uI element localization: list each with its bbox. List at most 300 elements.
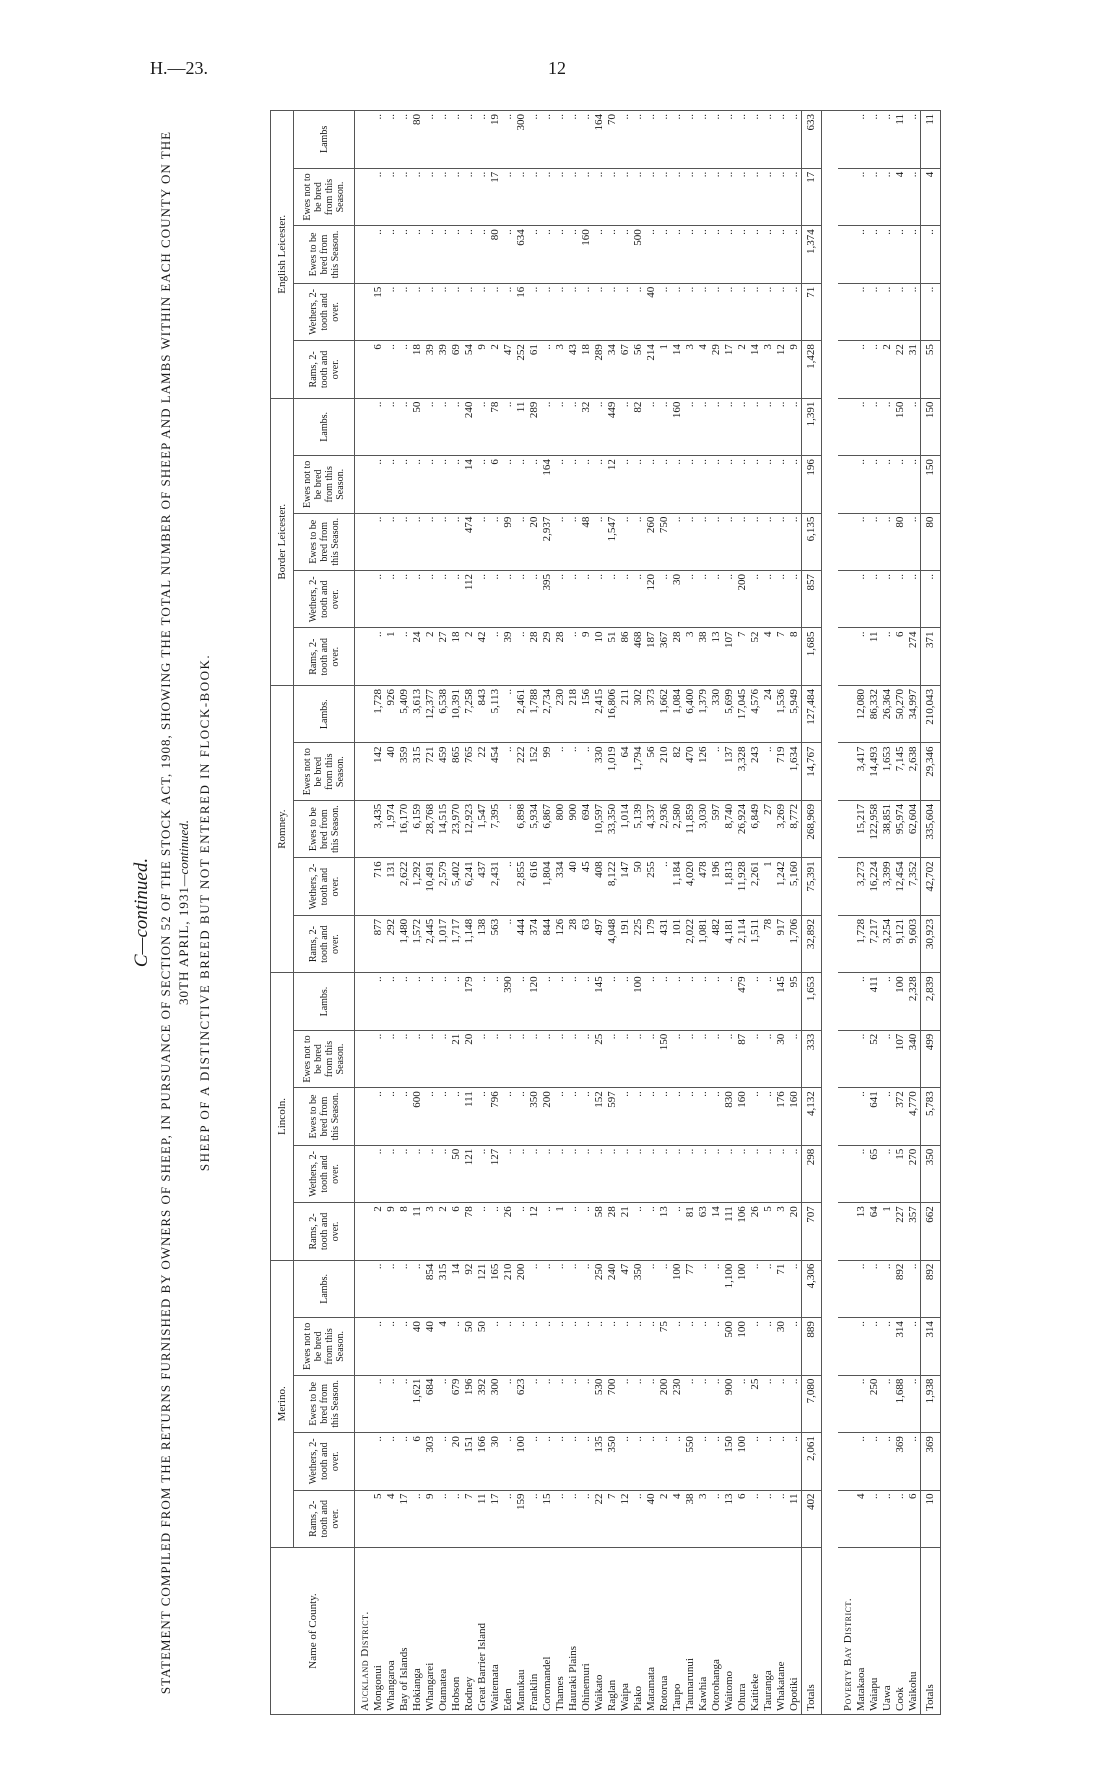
value-cell: .. — [788, 1318, 802, 1375]
value-cell: 2,638 — [907, 743, 921, 800]
value-cell: .. — [398, 283, 411, 340]
value-cell: .. — [554, 1490, 567, 1547]
county-row — [658, 111, 671, 1715]
value-cell: .. — [788, 398, 802, 455]
value-cell: .. — [658, 456, 671, 513]
value-cell: 13 — [710, 628, 723, 685]
value-cell: 29 — [541, 628, 554, 685]
value-cell: 1,621 — [411, 1375, 424, 1432]
value-cell: 122,958 — [868, 800, 881, 857]
value-cell: .. — [736, 1375, 749, 1432]
value-cell: .. — [762, 1088, 775, 1145]
value-cell: 1,572 — [411, 915, 424, 972]
value-cell: 80 — [894, 513, 907, 570]
value-cell: 373 — [645, 685, 658, 742]
value-cell: 17 — [398, 1490, 411, 1547]
value-cell: .. — [710, 1260, 723, 1317]
value-cell: 1,081 — [697, 915, 710, 972]
value-cell: 1,728 — [372, 685, 385, 742]
value-cell: .. — [907, 111, 921, 169]
value-cell: .. — [762, 1433, 775, 1490]
value-cell: 10 — [921, 1490, 941, 1547]
value-cell: 50 — [632, 858, 645, 915]
value-cell: .. — [567, 226, 580, 283]
spacer-cell — [822, 111, 839, 1715]
value-cell: 6 — [372, 341, 385, 398]
value-cell: .. — [411, 571, 424, 628]
value-cell: 243 — [749, 743, 762, 800]
value-cell: .. — [450, 226, 463, 283]
value-cell: 7 — [736, 628, 749, 685]
value-cell: .. — [437, 398, 450, 455]
value-cell: .. — [567, 1088, 580, 1145]
value-cell: 11 — [894, 111, 907, 169]
value-cell: 563 — [489, 915, 502, 972]
value-cell: 31 — [907, 341, 921, 398]
empty-cell — [838, 456, 855, 513]
value-cell: 17 — [489, 1490, 502, 1547]
value-cell: .. — [411, 1145, 424, 1202]
value-cell: 22 — [476, 743, 489, 800]
county-row — [424, 111, 437, 1715]
value-cell: .. — [723, 513, 736, 570]
value-cell: 42 — [476, 628, 489, 685]
value-cell: .. — [868, 1433, 881, 1490]
value-cell: 80 — [411, 111, 424, 169]
value-cell: 330 — [593, 743, 606, 800]
value-cell: .. — [710, 1375, 723, 1432]
empty-cell — [838, 915, 855, 972]
value-cell: 17 — [489, 168, 502, 225]
value-cell: 4 — [437, 1318, 450, 1375]
value-cell: 350 — [528, 1088, 541, 1145]
value-cell: 5 — [372, 1490, 385, 1547]
value-cell: .. — [515, 1088, 528, 1145]
value-cell: 357 — [907, 1203, 921, 1260]
value-cell: 225 — [632, 915, 645, 972]
value-cell: 7,258 — [463, 685, 476, 742]
value-cell: 1,813 — [723, 858, 736, 915]
value-cell: 51 — [606, 628, 619, 685]
value-cell: 2,431 — [489, 858, 502, 915]
value-cell: 289 — [528, 398, 541, 455]
value-cell: 82 — [632, 398, 645, 455]
value-cell: .. — [411, 456, 424, 513]
value-cell: .. — [775, 1490, 788, 1547]
value-cell: 1,242 — [775, 858, 788, 915]
subcolumn-header: Wethers, 2-tooth and over. — [294, 1145, 355, 1202]
value-cell: .. — [710, 456, 723, 513]
value-cell: .. — [907, 1433, 921, 1490]
value-cell: 106 — [736, 1203, 749, 1260]
value-cell: 9,603 — [907, 915, 921, 972]
value-cell: 2,022 — [684, 915, 697, 972]
value-cell: 95,974 — [894, 800, 907, 857]
value-cell: 9 — [424, 1490, 437, 1547]
value-cell: .. — [684, 398, 697, 455]
value-cell: 3,417 — [855, 743, 868, 800]
value-cell: 392 — [476, 1375, 489, 1432]
value-cell: 111 — [723, 1203, 736, 1260]
value-cell: .. — [424, 456, 437, 513]
value-cell: .. — [658, 973, 671, 1030]
value-cell: .. — [684, 111, 697, 169]
value-cell: .. — [515, 571, 528, 628]
value-cell: .. — [476, 226, 489, 283]
value-cell: 900 — [723, 1375, 736, 1432]
value-cell: .. — [881, 1145, 894, 1202]
value-cell: 395 — [541, 571, 554, 628]
value-cell: .. — [385, 226, 398, 283]
value-cell: 1,100 — [723, 1260, 736, 1317]
value-cell: .. — [868, 1318, 881, 1375]
value-cell: 6,867 — [541, 800, 554, 857]
value-cell: .. — [921, 226, 941, 283]
value-cell: .. — [697, 1375, 710, 1432]
value-cell: 4 — [762, 628, 775, 685]
value-cell: 3 — [684, 628, 697, 685]
value-cell: .. — [372, 1145, 385, 1202]
value-cell: .. — [437, 283, 450, 340]
subcolumn-header: Rams, 2-tooth and over. — [294, 1203, 355, 1260]
value-cell: .. — [632, 513, 645, 570]
value-cell: 7,217 — [868, 915, 881, 972]
value-cell: 55 — [921, 341, 941, 398]
value-cell: .. — [528, 283, 541, 340]
subcolumn-header: Wethers, 2-tooth and over. — [294, 1433, 355, 1490]
value-cell: 830 — [723, 1088, 736, 1145]
value-cell: 335,604 — [921, 800, 941, 857]
value-cell: 159 — [515, 1490, 528, 1547]
value-cell: .. — [684, 513, 697, 570]
value-cell: .. — [476, 1145, 489, 1202]
value-cell: 30 — [489, 1433, 502, 1490]
value-cell: 1,938 — [921, 1375, 941, 1432]
value-cell: 679 — [450, 1375, 463, 1432]
value-cell: 350 — [606, 1433, 619, 1490]
value-cell: 371 — [921, 628, 941, 685]
district-row — [355, 111, 373, 1715]
value-cell: .. — [528, 1433, 541, 1490]
value-cell: .. — [868, 513, 881, 570]
value-cell: .. — [645, 226, 658, 283]
value-cell: .. — [723, 973, 736, 1030]
value-cell: 10,597 — [593, 800, 606, 857]
value-cell: .. — [723, 226, 736, 283]
value-cell: .. — [710, 1433, 723, 1490]
value-cell: .. — [671, 1088, 684, 1145]
value-cell: .. — [645, 1030, 658, 1087]
value-cell: .. — [855, 571, 868, 628]
county-name: Mongonui — [372, 1548, 385, 1715]
value-cell: 145 — [775, 973, 788, 1030]
value-cell: .. — [907, 1375, 921, 1432]
value-cell: .. — [450, 513, 463, 570]
value-cell: 4,132 — [802, 1088, 822, 1145]
value-cell: 26,924 — [736, 800, 749, 857]
value-cell: 411 — [868, 973, 881, 1030]
value-cell: 64 — [868, 1203, 881, 1260]
value-cell: .. — [398, 1260, 411, 1317]
value-cell: .. — [881, 456, 894, 513]
value-cell: .. — [372, 513, 385, 570]
value-cell: 28 — [606, 1203, 619, 1260]
county-name: Ohura — [736, 1548, 749, 1715]
value-cell: 408 — [593, 858, 606, 915]
value-cell: .. — [619, 398, 632, 455]
value-cell: 32,892 — [802, 915, 822, 972]
county-row — [894, 111, 907, 1715]
value-cell: .. — [398, 1318, 411, 1375]
value-cell: 6,135 — [802, 513, 822, 570]
district-name: Auckland District. — [355, 1548, 373, 1715]
value-cell: 340 — [907, 1030, 921, 1087]
value-cell: .. — [881, 1490, 894, 1547]
value-cell: .. — [567, 743, 580, 800]
value-cell: 14,767 — [802, 743, 822, 800]
value-cell: 390 — [502, 973, 515, 1030]
value-cell: 707 — [802, 1203, 822, 1260]
value-cell: 14,493 — [868, 743, 881, 800]
value-cell: 597 — [606, 1088, 619, 1145]
value-cell: 18 — [411, 341, 424, 398]
value-cell: .. — [710, 743, 723, 800]
value-cell: 877 — [372, 915, 385, 972]
value-cell: .. — [580, 973, 593, 1030]
value-cell: .. — [710, 226, 723, 283]
continued-heading: C—continued. — [131, 857, 152, 968]
value-cell: 150 — [658, 1030, 671, 1087]
value-cell: 50,270 — [894, 685, 907, 742]
value-cell: .. — [632, 111, 645, 169]
value-cell: 12 — [528, 1203, 541, 1260]
district-row — [838, 111, 855, 1715]
value-cell: 218 — [567, 685, 580, 742]
value-cell: 8 — [788, 628, 802, 685]
value-cell: .. — [855, 1088, 868, 1145]
value-cell: .. — [881, 168, 894, 225]
value-cell: .. — [437, 1433, 450, 1490]
empty-cell — [838, 1203, 855, 1260]
county-name: Ohinemuri — [580, 1548, 593, 1715]
empty-cell — [355, 168, 373, 225]
value-cell: .. — [463, 226, 476, 283]
value-cell: .. — [619, 973, 632, 1030]
value-cell: .. — [437, 168, 450, 225]
value-cell: .. — [697, 283, 710, 340]
value-cell: .. — [554, 168, 567, 225]
value-cell: 10 — [593, 628, 606, 685]
empty-cell — [355, 1260, 373, 1317]
value-cell: 1,788 — [528, 685, 541, 742]
value-cell: 99 — [502, 513, 515, 570]
value-cell: .. — [463, 283, 476, 340]
value-cell: 298 — [802, 1145, 822, 1202]
value-cell: 892 — [894, 1260, 907, 1317]
value-cell: .. — [437, 973, 450, 1030]
value-cell: .. — [619, 1030, 632, 1087]
empty-cell — [838, 111, 855, 169]
value-cell: 2,937 — [541, 513, 554, 570]
value-cell: .. — [632, 1490, 645, 1547]
value-cell: .. — [385, 341, 398, 398]
value-cell: 52 — [868, 1030, 881, 1087]
statement-title-suffix: —continued. — [176, 820, 191, 887]
value-cell: .. — [489, 1318, 502, 1375]
county-name: Manukau — [515, 1548, 528, 1715]
value-cell: .. — [619, 226, 632, 283]
value-cell: 750 — [658, 513, 671, 570]
value-cell: 4 — [697, 341, 710, 398]
value-cell: 1,536 — [775, 685, 788, 742]
empty-cell — [355, 800, 373, 857]
value-cell: .. — [502, 111, 515, 169]
value-cell: .. — [619, 1318, 632, 1375]
value-cell: 16 — [515, 283, 528, 340]
breed-header: Lincoln. — [271, 973, 294, 1260]
value-cell: 2,461 — [515, 685, 528, 742]
value-cell: .. — [697, 1030, 710, 1087]
value-cell: 2,580 — [671, 800, 684, 857]
value-cell: 1,728 — [855, 915, 868, 972]
value-cell: .. — [881, 1260, 894, 1317]
table-subtitle: SHEEP OF A DISTINCTIVE BREED BUT NOT ENTERED IN FLOCK-BOOK. — [197, 653, 212, 1172]
value-cell: 1,014 — [619, 800, 632, 857]
value-cell: 716 — [372, 858, 385, 915]
value-cell: .. — [749, 1318, 762, 1375]
value-cell: .. — [476, 111, 489, 169]
county-row — [788, 111, 802, 1715]
value-cell: .. — [411, 1030, 424, 1087]
value-cell: 121 — [463, 1145, 476, 1202]
value-cell: 56 — [645, 743, 658, 800]
value-cell: 12,377 — [424, 685, 437, 742]
value-cell: 14 — [749, 341, 762, 398]
value-cell: .. — [398, 1375, 411, 1432]
value-cell: .. — [567, 571, 580, 628]
sheep-statistics-table — [270, 110, 941, 1715]
value-cell: .. — [788, 1433, 802, 1490]
statement-title-text: STATEMENT COMPILED FROM THE RETURNS FURNISHED BY OWNERS OF SHEEP, IN PURSUANCE OF SECTION 52 OF THE STOCK ACT, 1908, SHOWING THE TOTAL NUMBER OF SHEEP AND LAMBS WITHIN EACH COUNTY ON THE 30TH APRIL, 1931 — [158, 130, 191, 1695]
value-cell: .. — [567, 1433, 580, 1490]
value-cell: 71 — [802, 283, 822, 340]
empty-cell — [355, 513, 373, 570]
value-cell: .. — [372, 456, 385, 513]
value-cell: .. — [632, 168, 645, 225]
value-cell: 252 — [515, 341, 528, 398]
value-cell: .. — [710, 513, 723, 570]
value-cell: 12,080 — [855, 685, 868, 742]
county-name: Waikato — [593, 1548, 606, 1715]
value-cell: .. — [489, 283, 502, 340]
value-cell: 10,391 — [450, 685, 463, 742]
subcolumn-header-row — [294, 111, 355, 1715]
county-name: Rotorua — [658, 1548, 671, 1715]
value-cell: 2 — [372, 1203, 385, 1260]
value-cell: .. — [762, 226, 775, 283]
subcolumn-header: Lambs. — [294, 398, 355, 455]
value-cell: 42,702 — [921, 858, 941, 915]
county-name: Piako — [632, 1548, 645, 1715]
value-cell: .. — [450, 1490, 463, 1547]
value-cell: .. — [385, 398, 398, 455]
value-cell: .. — [554, 456, 567, 513]
value-cell: 126 — [554, 915, 567, 972]
value-cell: 315 — [411, 743, 424, 800]
value-cell: .. — [398, 571, 411, 628]
value-cell: .. — [489, 1203, 502, 1260]
value-cell: .. — [619, 456, 632, 513]
value-cell: 6 — [907, 1490, 921, 1547]
value-cell: .. — [567, 398, 580, 455]
value-cell: 210 — [502, 1260, 515, 1317]
value-cell: .. — [424, 973, 437, 1030]
value-cell: .. — [671, 513, 684, 570]
value-cell: .. — [710, 1490, 723, 1547]
value-cell: .. — [723, 398, 736, 455]
value-cell: 45 — [580, 858, 593, 915]
value-cell: .. — [619, 571, 632, 628]
county-row — [450, 111, 463, 1715]
county-name: Rodney — [463, 1548, 476, 1715]
subcolumn-header: Rams, 2-tooth and over. — [294, 628, 355, 685]
value-cell: 40 — [424, 1318, 437, 1375]
value-cell: .. — [593, 283, 606, 340]
value-cell: .. — [424, 226, 437, 283]
county-name: Whangaroa — [385, 1548, 398, 1715]
value-cell: .. — [881, 571, 894, 628]
value-cell: 1,019 — [606, 743, 619, 800]
value-cell: 4,181 — [723, 915, 736, 972]
value-cell: .. — [921, 283, 941, 340]
empty-cell — [838, 1030, 855, 1087]
value-cell: .. — [476, 1203, 489, 1260]
value-cell: 21 — [619, 1203, 632, 1260]
value-cell: 156 — [580, 685, 593, 742]
value-cell: .. — [749, 398, 762, 455]
value-cell: 58 — [593, 1203, 606, 1260]
value-cell: 50 — [463, 1318, 476, 1375]
subcolumn-header: Ewes to be bred from this Season. — [294, 800, 355, 857]
value-cell: .. — [710, 111, 723, 169]
value-cell: .. — [437, 513, 450, 570]
value-cell: .. — [723, 168, 736, 225]
empty-cell — [355, 341, 373, 398]
value-cell: .. — [502, 456, 515, 513]
value-cell: .. — [749, 283, 762, 340]
value-cell: 684 — [424, 1375, 437, 1432]
value-cell: 1,685 — [802, 628, 822, 685]
value-cell: 30 — [671, 571, 684, 628]
value-cell: .. — [788, 1375, 802, 1432]
value-cell: .. — [567, 1375, 580, 1432]
value-cell: .. — [619, 168, 632, 225]
value-cell: .. — [710, 973, 723, 1030]
value-cell: 67 — [619, 341, 632, 398]
value-cell: 2 — [463, 628, 476, 685]
value-cell: .. — [398, 226, 411, 283]
county-name: Taupo — [671, 1548, 684, 1715]
value-cell: 14 — [450, 1260, 463, 1317]
value-cell: 230 — [554, 685, 567, 742]
value-cell: 10,491 — [424, 858, 437, 915]
value-cell: .. — [632, 1030, 645, 1087]
value-cell: 6 — [489, 456, 502, 513]
value-cell: .. — [450, 111, 463, 169]
value-cell: .. — [476, 1030, 489, 1087]
value-cell: .. — [398, 1433, 411, 1490]
value-cell: 1,017 — [437, 915, 450, 972]
